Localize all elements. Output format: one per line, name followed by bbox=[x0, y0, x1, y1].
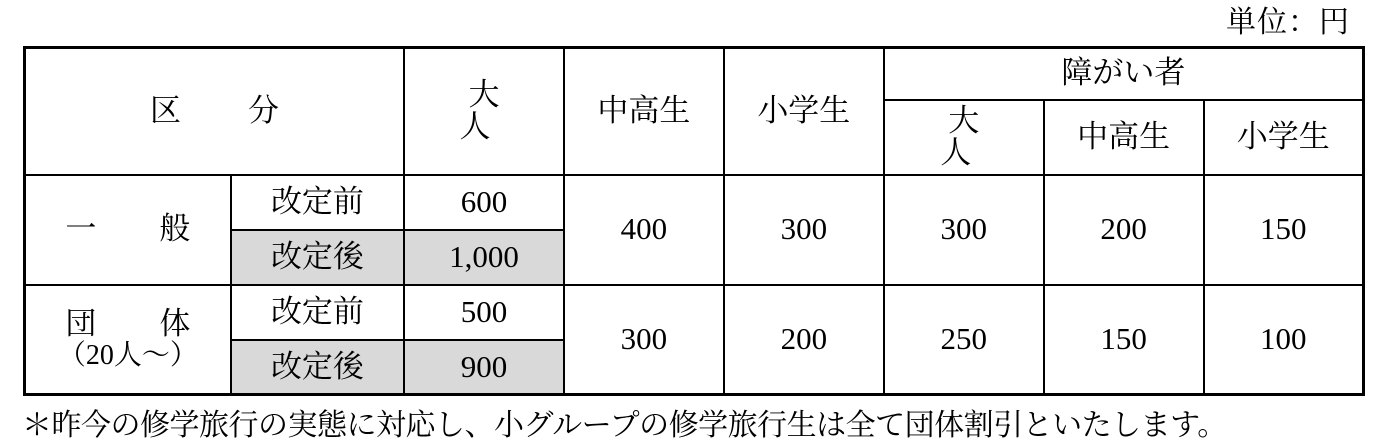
header-adult: 大 人 bbox=[404, 48, 564, 175]
row-category-group-label: 団 体 bbox=[65, 306, 207, 342]
cell-adult-before-group: 500 bbox=[404, 285, 564, 340]
cell-elementary-general: 300 bbox=[724, 175, 884, 285]
cell-adult-before-general: 600 bbox=[404, 175, 564, 230]
header-disabled-junior-high: 中高生 bbox=[1044, 100, 1204, 175]
header-disabled-elementary: 小学生 bbox=[1204, 100, 1364, 175]
header-disabled-adult: 大 人 bbox=[884, 100, 1044, 175]
table-row bbox=[25, 175, 1364, 230]
cell-disabled-junior-high-general: 200 bbox=[1044, 175, 1204, 285]
cell-disabled-adult-group: 250 bbox=[884, 285, 1044, 395]
cell-disabled-junior-high-group: 150 bbox=[1044, 285, 1204, 395]
cell-adult-after-group: 900 bbox=[404, 340, 564, 395]
table-header-row-1 bbox=[25, 48, 1364, 100]
row-category-general bbox=[25, 175, 231, 285]
cell-junior-high-group: 300 bbox=[564, 285, 724, 395]
header-disabled-group: 障がい者 bbox=[884, 48, 1364, 100]
fare-table bbox=[23, 46, 1365, 396]
header-kubun: 区 分 bbox=[25, 48, 405, 175]
cell-adult-after-general: 1,000 bbox=[404, 230, 564, 285]
row-category-group-sublabel: （20人～） bbox=[57, 339, 198, 371]
cell-disabled-elementary-group: 100 bbox=[1204, 285, 1364, 395]
header-elementary: 小学生 bbox=[724, 48, 884, 175]
cell-before-label-general: 改定前 bbox=[231, 175, 404, 230]
cell-after-label-general: 改定後 bbox=[231, 230, 404, 285]
cell-elementary-group: 200 bbox=[724, 285, 884, 395]
cell-disabled-elementary-general: 150 bbox=[1204, 175, 1364, 285]
cell-after-label-group: 改定後 bbox=[231, 340, 404, 395]
table-row bbox=[25, 285, 1364, 340]
cell-disabled-adult-general: 300 bbox=[884, 175, 1044, 285]
footnote: ＊昨今の修学旅行の実態に対応し、小グループの修学旅行生は全て団体割引といたします。 bbox=[22, 409, 1227, 443]
row-category-group bbox=[25, 285, 231, 395]
row-category-general-label: 一 般 bbox=[65, 211, 207, 247]
unit-note: 単位：円 bbox=[1226, 6, 1350, 39]
header-junior-high: 中高生 bbox=[564, 48, 724, 175]
cell-junior-high-general: 400 bbox=[564, 175, 724, 285]
cell-before-label-group: 改定前 bbox=[231, 285, 404, 340]
